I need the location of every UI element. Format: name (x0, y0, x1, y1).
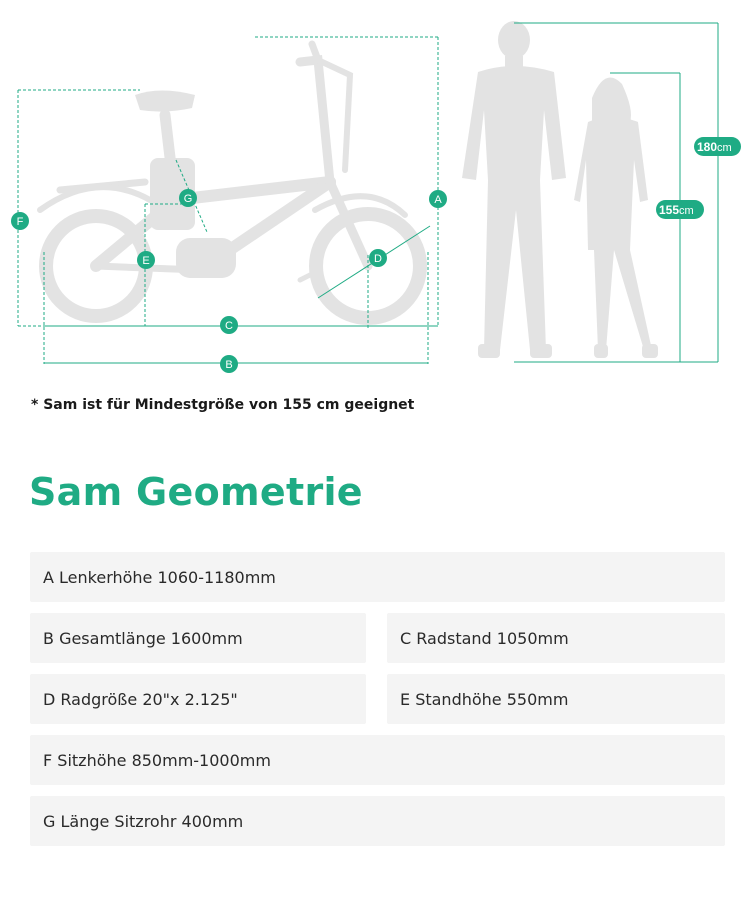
spec-b-total-length: B Gesamtlänge 1600mm (30, 613, 366, 663)
height-180-value: 180 (697, 140, 718, 154)
page-title: Sam Geometrie (29, 470, 363, 514)
spec-g-seat-tube-length: G Länge Sitzrohr 400mm (30, 796, 725, 846)
marker-c-label: C (225, 320, 233, 332)
marker-b (220, 355, 238, 373)
marker-a-label: A (434, 194, 442, 206)
marker-f (11, 212, 29, 230)
spec-e-standover-height: E Standhöhe 550mm (387, 674, 725, 724)
min-height-note: * Sam ist für Mindestgröße von 155 cm geeignet (31, 397, 415, 413)
marker-a (429, 190, 447, 208)
spec-d-wheel-size: D Radgröße 20"x 2.125" (30, 674, 366, 724)
spec-f-seat-height: F Sitzhöhe 850mm-1000mm (30, 735, 725, 785)
marker-e-label: E (142, 255, 150, 267)
bike-silhouette (40, 44, 420, 318)
svg-text:180cm (697, 140, 732, 154)
marker-b-label: B (225, 359, 233, 371)
marker-d-label: D (374, 253, 382, 265)
height-badge-180 (694, 137, 741, 156)
svg-text:155cm (659, 203, 694, 217)
height-badge-155 (656, 200, 704, 219)
marker-e (137, 251, 155, 269)
marker-g-label: G (183, 193, 193, 205)
marker-d (369, 249, 387, 267)
height-155-unit: cm (679, 205, 694, 217)
bike-geometry-diagram (0, 0, 750, 390)
height-180-unit: cm (717, 142, 732, 154)
marker-g (179, 189, 197, 207)
marker-f-label: F (16, 216, 24, 228)
man-silhouette (462, 21, 566, 358)
woman-silhouette (574, 78, 658, 358)
spec-c-wheelbase: C Radstand 1050mm (387, 613, 725, 663)
height-155-value: 155 (659, 203, 680, 217)
marker-c (220, 316, 238, 334)
spec-a-handlebar-height: A Lenkerhöhe 1060-1180mm (30, 552, 725, 602)
